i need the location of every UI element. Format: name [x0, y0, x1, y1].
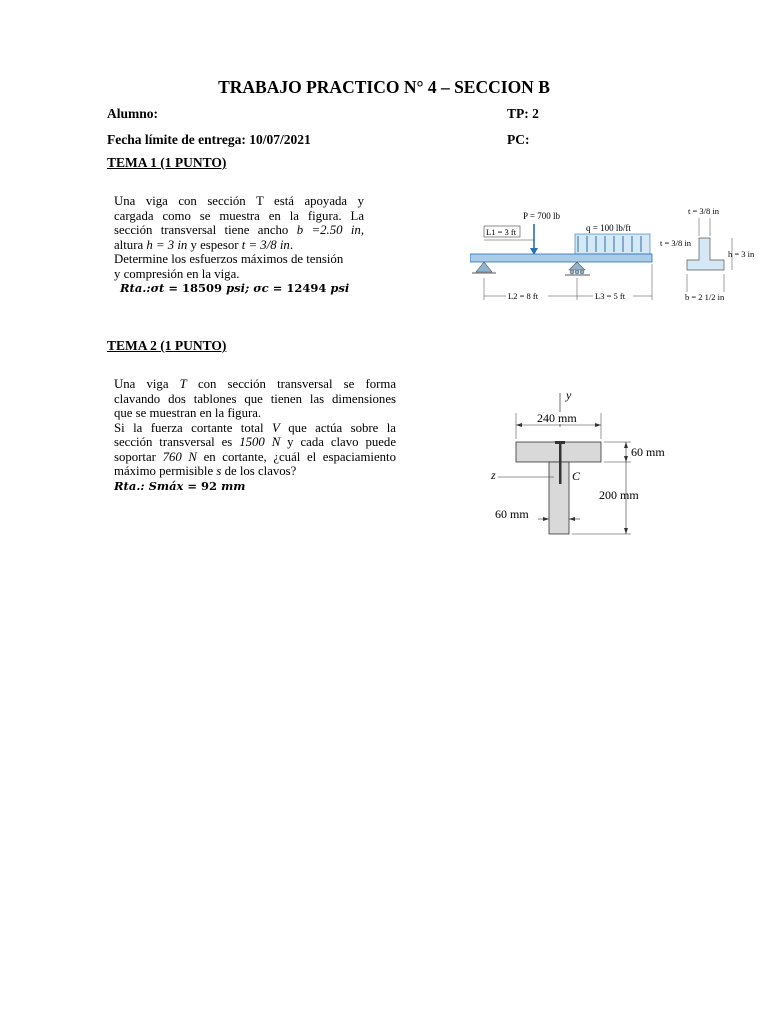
tema1-statement	[114, 194, 364, 296]
tema1-heading: TEMA 1 (1 PUNTO)	[107, 155, 227, 170]
q-label: q = 100 lb/ft	[586, 223, 631, 233]
y-axis-label: y	[566, 388, 572, 402]
tema1-answer: Rta.:σt = 18509 psi; σc = 12494 psi	[120, 281, 350, 295]
tema2-line: soportar 760 N en cortante, ¿cuál el espaciamiento	[114, 449, 396, 464]
tema2-answer: Rta.: Smáx = 92 mm	[114, 478, 246, 493]
h-label: h = 3 in	[728, 249, 755, 259]
tema1-line: altura h = 3 in y espesor t = 3/8 in.	[114, 237, 294, 252]
l2-label: L2 = 8 ft	[508, 291, 539, 301]
flange-width-label: 240 mm	[537, 411, 577, 425]
nail	[559, 444, 562, 484]
pc-label: PC:	[507, 132, 530, 147]
b-label: b = 2 1/2 in	[685, 292, 725, 302]
tema2-line: máximo permisible s de los clavos?	[114, 464, 297, 478]
flange-height-label: 60 mm	[631, 445, 665, 459]
tema1-line: Una viga con sección T está apoyada y	[114, 194, 364, 208]
tema2-line: Si la fuerza cortante total V que actúa sobre la	[114, 420, 396, 435]
tema2-statement	[114, 377, 396, 493]
tema2-line: clavando dos tablones que tienen las dimensiones	[114, 391, 396, 406]
t-label-top: t = 3/8 in	[688, 206, 720, 216]
tema1-line: cargada como se muestra en la figura. La	[114, 208, 364, 223]
tema1-line: sección transversal tiene ancho b =2.50 in,	[114, 223, 365, 237]
centroid-label: C	[572, 469, 581, 483]
nail-head	[555, 441, 565, 444]
tema1-beam-figure	[470, 200, 760, 310]
tema1-line: y compresión en la viga.	[114, 266, 240, 281]
tema2-line: sección transversal es 1500 N y cada clavo puede	[114, 435, 397, 449]
due-date: Fecha límite de entrega: 10/07/2021	[107, 132, 311, 147]
document-title: TRABAJO PRACTICO N° 4 – SECCION B	[218, 77, 550, 97]
l3-label: L3 = 5 ft	[595, 291, 626, 301]
beam	[470, 254, 652, 262]
z-axis-label: z	[491, 468, 496, 482]
web-width-label: 60 mm	[495, 507, 529, 521]
l1-label: L1 = 3 ft	[486, 227, 517, 237]
t-label-side: t = 3/8 in	[660, 238, 692, 248]
tema2-heading: TEMA 2 (1 PUNTO)	[107, 338, 227, 353]
tema2-line: Una viga T con sección transversal se forma	[114, 377, 397, 391]
tema1-line: Determine los esfuerzos máximos de tensión	[114, 252, 344, 266]
alumno-label: Alumno:	[107, 106, 159, 121]
load-p-label: P = 700 lb	[523, 211, 560, 221]
pin-support	[476, 262, 492, 272]
roller-support	[569, 262, 585, 270]
tema2-line: que se muestran en la figura.	[114, 406, 262, 420]
distributed-load-area	[575, 234, 650, 254]
t-section	[687, 238, 724, 270]
tp-label: TP: 2	[507, 106, 539, 121]
flange-plank	[516, 442, 601, 462]
tema2-section-figure	[488, 385, 688, 540]
web-height-label: 200 mm	[599, 488, 639, 502]
